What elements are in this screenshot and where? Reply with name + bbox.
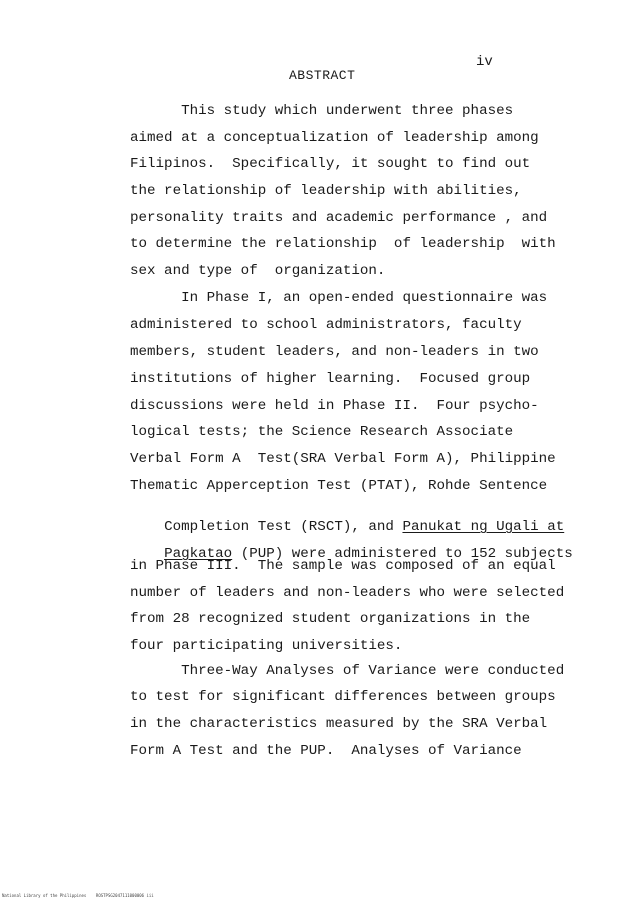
text-line: to determine the relationship of leadership with: [130, 236, 556, 252]
text-line: administered to school administrators, faculty: [130, 317, 522, 333]
text-line: Verbal Form A Test(SRA Verbal Form A), Philippine: [130, 451, 556, 467]
text-line: the relationship of leadership with abilities,: [130, 183, 522, 199]
text-line: Filipinos. Specifically, it sought to find out: [130, 156, 531, 172]
text-line: from 28 recognized student organizations in the: [130, 611, 531, 627]
text-line: logical tests; the Science Research Associate: [130, 424, 514, 440]
page-number: iv: [476, 54, 493, 70]
text-line: sex and type of organization.: [130, 263, 386, 279]
library-footer: National Library of the Philippines ROSTPSG2047111000006 iii: [2, 893, 154, 898]
text-line: In Phase I, an open-ended questionnaire was: [130, 290, 548, 306]
text-line: Form A Test and the PUP. Analyses of Variance: [130, 743, 522, 759]
text-segment: Completion Test (RSCT), and: [164, 519, 403, 536]
underlined-test-title-continued: Pagkatao: [164, 546, 233, 563]
text-line: This study which underwent three phases: [130, 103, 514, 119]
text-line: to test for significant differences between groups: [130, 689, 556, 705]
text-line: in Phase III. The sample was composed of an equal: [130, 558, 556, 574]
abstract-title: ABSTRACT: [289, 68, 356, 83]
text-line: Thematic Apperception Test (PTAT), Rohde Sentence: [130, 478, 548, 494]
text-line: institutions of higher learning. Focused group: [130, 371, 531, 387]
underlined-test-title: Panukat ng Ugali at: [402, 519, 565, 536]
text-line: members, student leaders, and non-leaders in two: [130, 344, 539, 360]
text-line: discussions were held in Phase II. Four psycho-: [130, 398, 539, 414]
text-line: aimed at a conceptualization of leadership among: [130, 130, 539, 146]
text-line: four participating universities.: [130, 638, 403, 654]
text-line: number of leaders and non-leaders who were selected: [130, 585, 565, 601]
text-line: in the characteristics measured by the SRA Verbal: [130, 716, 548, 732]
text-line: personality traits and academic performance , and: [130, 210, 548, 226]
text-segment: (PUP) were administered to 152 subjects: [232, 546, 573, 563]
text-line: Three-Way Analyses of Variance were conducted: [130, 663, 565, 679]
